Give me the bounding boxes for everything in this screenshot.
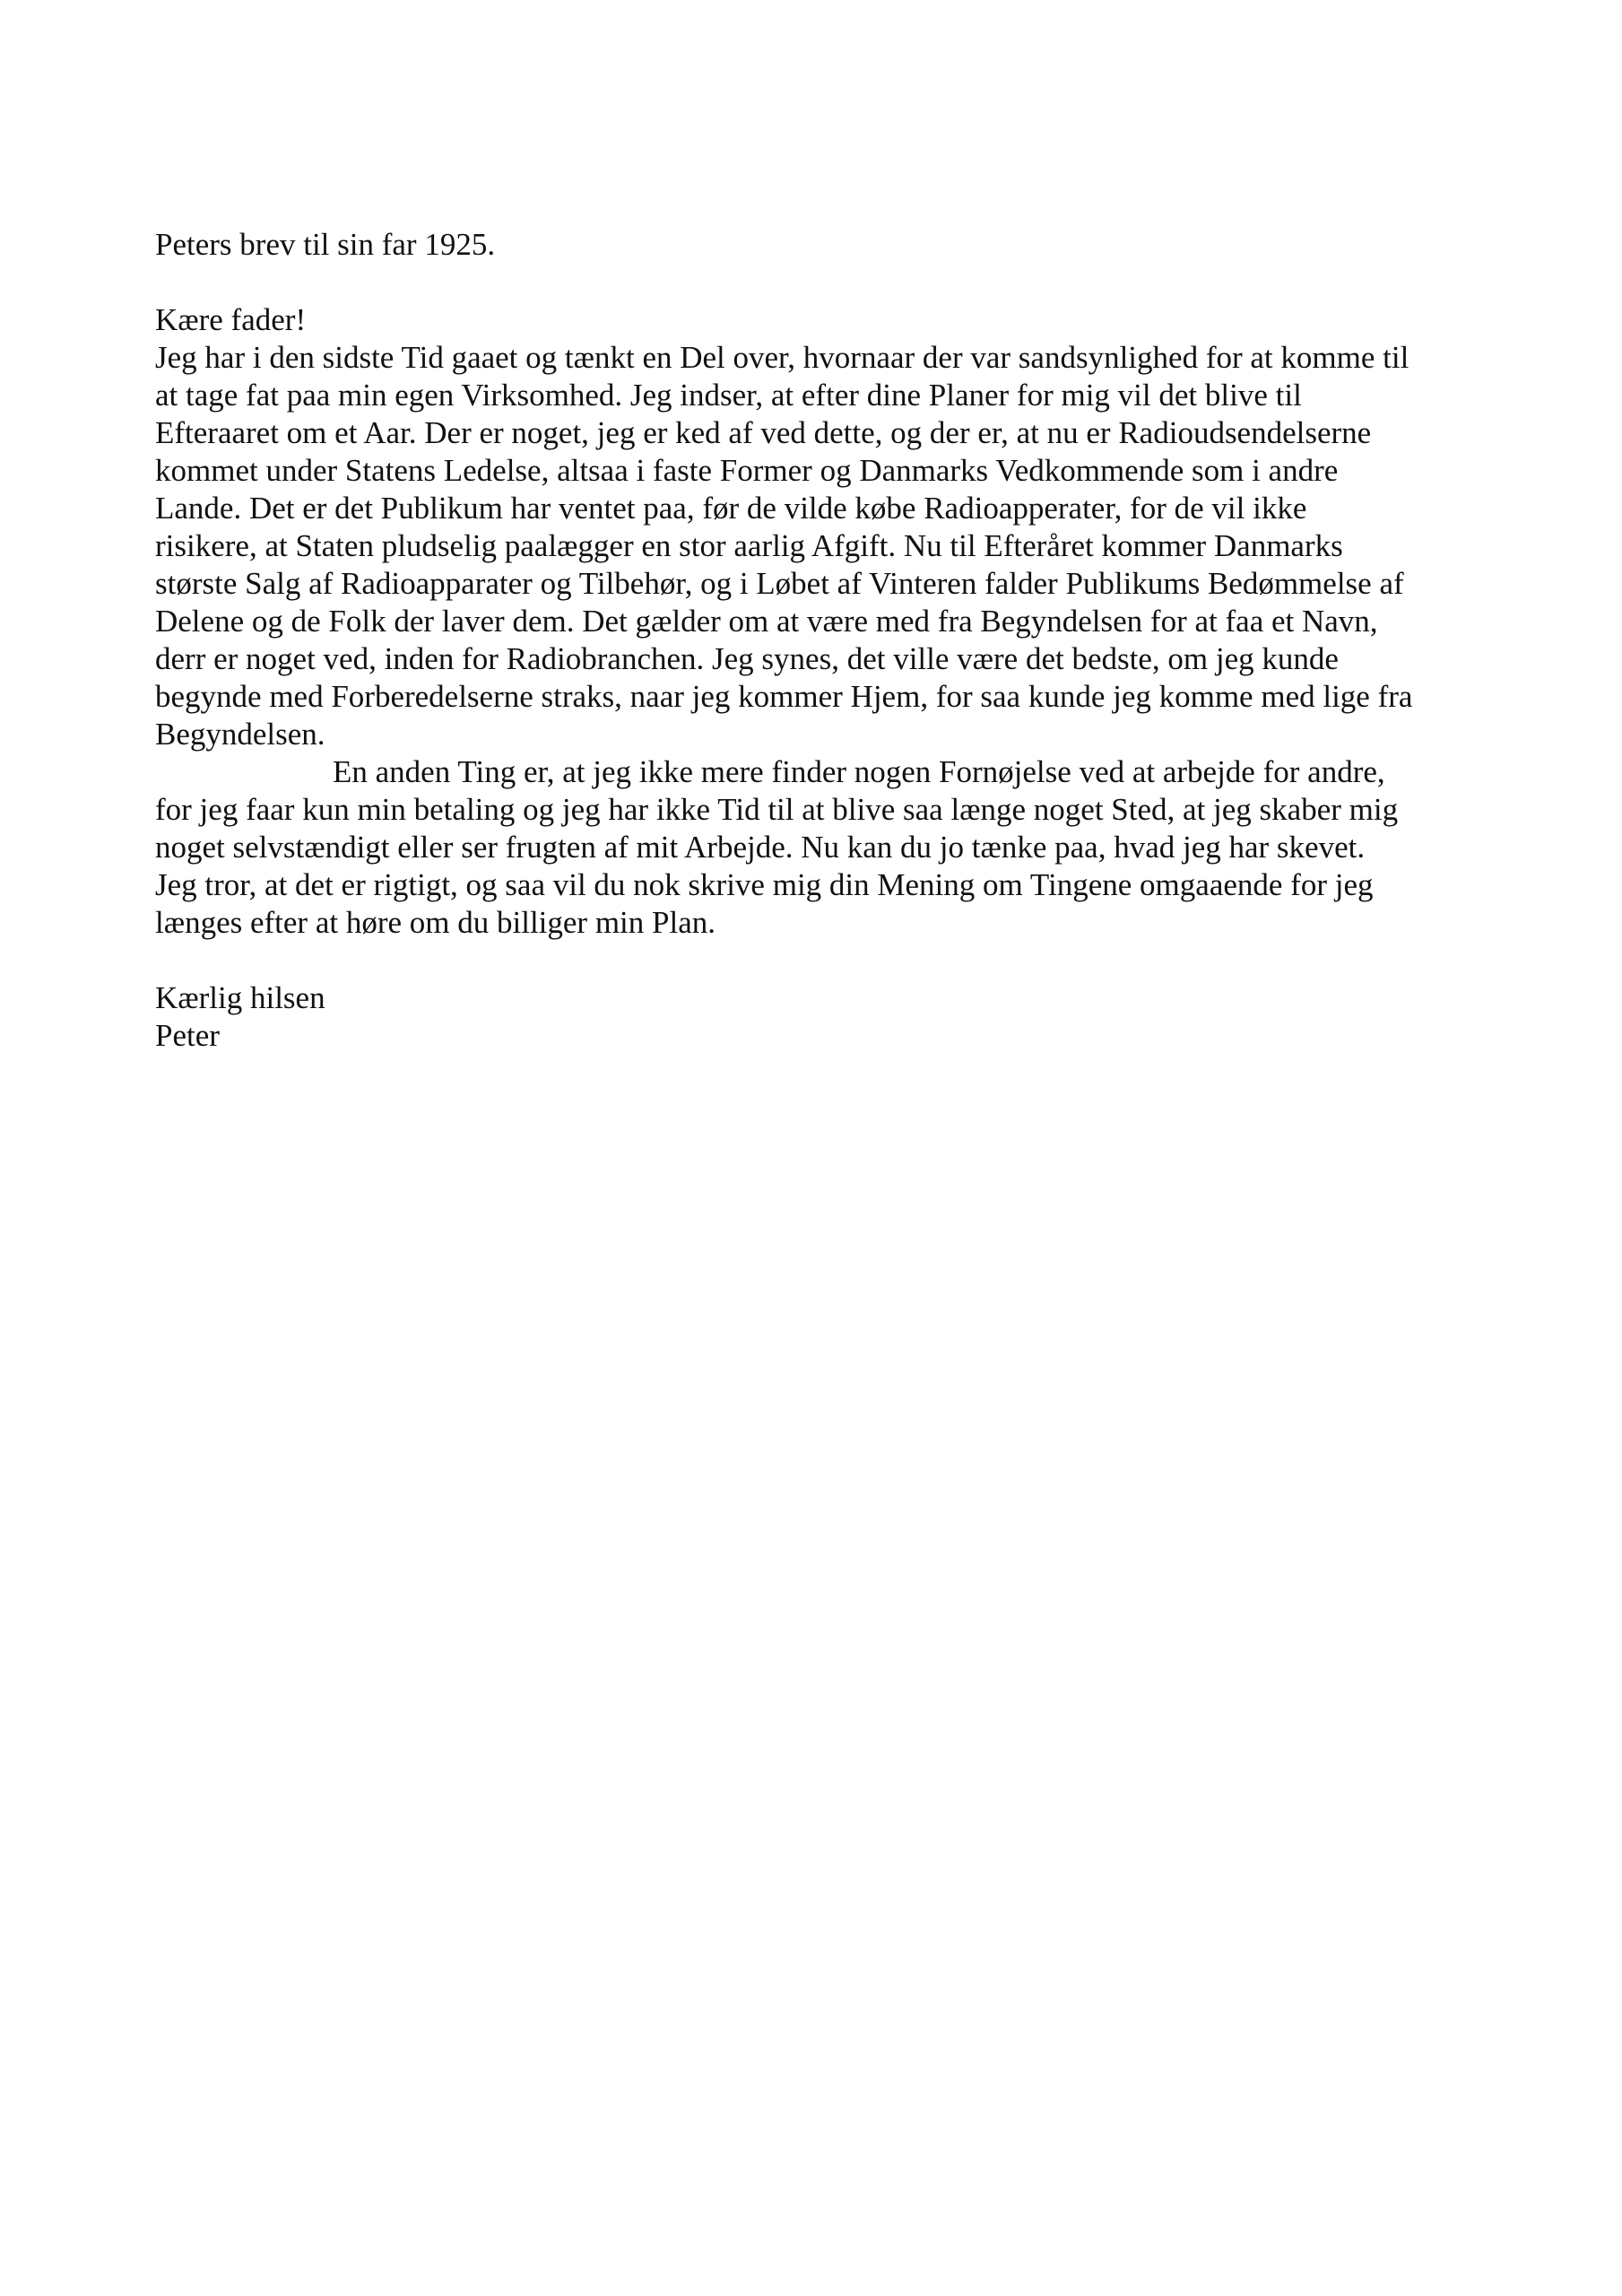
text-line: længes efter at høre om du billiger min Plan. [155, 905, 716, 940]
blank-line [155, 264, 1482, 301]
text-line: at tage fat paa min egen Virksomhed. Jeg indser, at efter dine Planer for mig vil det blive til [155, 378, 1302, 413]
paragraph-2 [155, 753, 1482, 942]
text-line: noget selvstændigt eller ser frugten af mit Arbejde. Nu kan du jo tænke paa, hvad jeg har skevet. [155, 830, 1366, 865]
text-line: begynde med Forberedelserne straks, naar jeg kommer Hjem, for saa kunde jeg komme med lige fra [155, 679, 1413, 714]
letter-signature: Peter [155, 1018, 220, 1053]
blank-line [155, 942, 1482, 979]
text-line: risikere, at Staten pludselig paalægger en stor aarlig Afgift. Nu til Efteråret kommer Danmarks [155, 528, 1343, 563]
text-line: kommet under Statens Ledelse, altsaa i faste Former og Danmarks Vedkommende som i andre [155, 453, 1339, 488]
text-line: Jeg har i den sidste Tid gaaet og tænkt en Del over, hvornaar der var sandsynlighed for at komme til [155, 340, 1409, 375]
text-line: derr er noget ved, inden for Radiobranchen. Jeg synes, det ville være det bedste, om jeg kunde [155, 641, 1339, 676]
text-line: Begyndelsen. [155, 717, 325, 752]
text-line: Efteraaret om et Aar. Der er noget, jeg er ked af ved dette, og der er, at nu er Radioudsendelserne [155, 415, 1372, 450]
letter-closing: Kærlig hilsen [155, 980, 325, 1015]
text-line: for jeg faar kun min betaling og jeg har ikke Tid til at blive saa længe noget Sted, at jeg skaber mig [155, 792, 1399, 827]
text-line-indented: En anden Ting er, at jeg ikke mere finder nogen Fornøjelse ved at arbejde for andre, [333, 754, 1385, 789]
letter-salutation: Kære fader! [155, 302, 307, 337]
text-line: Jeg tror, at det er rigtigt, og saa vil du nok skrive mig din Mening om Tingene omgaaende for jeg [155, 867, 1374, 902]
text-line: Delene og de Folk der laver dem. Det gælder om at være med fra Begyndelsen for at faa et Navn, [155, 604, 1378, 639]
text-line: største Salg af Radioapparater og Tilbehør, og i Løbet af Vinteren falder Publikums Bedømmelse af [155, 566, 1404, 601]
text-line: Lande. Det er det Publikum har ventet paa, før de vilde købe Radioapperater, for de vil ikke [155, 491, 1307, 526]
paragraph-1 [155, 339, 1482, 753]
letter-heading: Peters brev til sin far 1925. [155, 227, 496, 262]
letter-body [155, 226, 1482, 1055]
